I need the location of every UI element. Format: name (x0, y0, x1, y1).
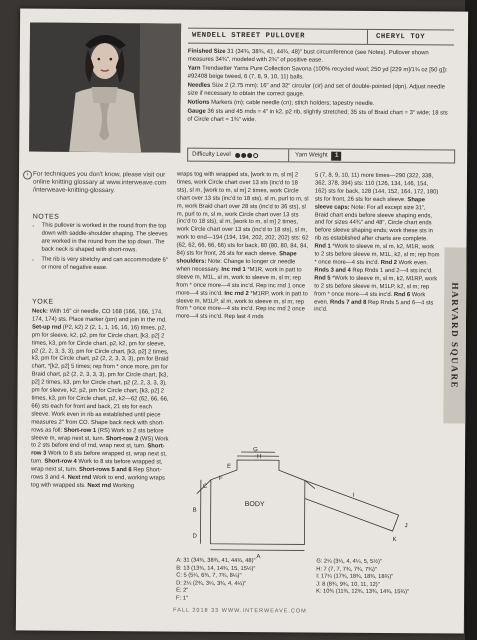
difficulty-label: Difficulty Level (192, 151, 231, 158)
instruction-text: (RS) Work to 2 sts before sleeve m, wrap next st, turn. (31, 427, 164, 442)
instruction-paragraph (314, 173, 441, 316)
instruction-text: *Work to sleeve m, sl m, k2, M1R, work to 2 sts before sleeve m, M1L, k2, sl m; rep from * once more—4 sts inc'd. (314, 243, 440, 266)
difficulty-dot-empty (253, 153, 258, 158)
measurement-item: B: 13 (13¾, 14, 14¾, 15, 15½)" (176, 565, 256, 572)
difficulty-dots (235, 152, 258, 157)
yoke-heading: YOKE (32, 298, 54, 306)
yarn-weight-icon: 1 (332, 151, 342, 160)
instructions-column-1 (31, 309, 170, 494)
instruction-step-label: Rnd 5 (314, 275, 331, 282)
label-e: E (226, 463, 232, 470)
instruction-step-label: Inc rnd 2 (224, 290, 249, 297)
measurement-item: E: 2" (176, 587, 189, 594)
instruction-text: Work even. (314, 291, 426, 306)
spec-finished-size: Finished Size 31 (34¾, 38¾, 41, 44¾, 48)" bust circumference (see Notes). Pullover shown measures 34¾", modeled with 2¾" of positive ease. (187, 48, 429, 64)
label-a: A (256, 554, 261, 561)
instruction-step-label: Rnds 7 and 8 (330, 299, 367, 306)
page-footer: FALL 2018 33 WWW.INTERWEAVE.COM (173, 607, 307, 615)
instruction-step-label: Rnds 3 and 4 (314, 267, 351, 274)
difficulty-dot-filled (235, 152, 240, 157)
instruction-text: Work even. (397, 260, 429, 267)
measurement-item: I: 17¼ (17¾, 18¾, 18¾, 18¾)" (316, 573, 394, 581)
spec-gauge: Gauge 36 sts and 45 rnds = 4" in k2, p2 rib, slightly stretched; 35 sts of Braid chart = 3" wide; 18 sts of Circle chart = 1¾" wide. (187, 108, 448, 124)
instruction-step-label: Next rnd (87, 482, 112, 490)
instruction-text: *Work to sleeve m, sl m, k2, M1RP, work to 2 sts before sleeve m, M1LP, k2, sl m; rep from * once more—4 sts inc'd. (314, 275, 438, 298)
instruction-text: (P2, k2) 2 (2, 1, 1, 16, 16, 16) times, p2, pm for sleeve, k2, p2, pm for Circle chart, [k3, p2] 2 times, k3, pm for Circle chart, p2, k2, pm for sleeve, p2 (2, 2, 3, 3, 3), pm for Circle chart, [k3, p2] 2 times, k3, pm for Circle chart, p2 (2, 2, 3, 3, 3), pm for Braid chart, *[k2, p2] 5 times; rep from * once more, pm for Braid chart, p2 (2, 2, 3, 3, 3), pm for Circle chart, [k3, p2] 2 times, k3, pm for Circle chart, p2 (2, 2, 3, 3, 3), pm for sleeve, k2, p2, pm for Circle chart, [k3, p2] 2 times, k3, pm for Circle chart, p2, k2—62 (62, 66, 66, 66) sts each for front and back, 21 sts for each sleeve. Work even in rib as established until piece measures 2" from CO. Shape back neck with short-rows as foll: (31, 324, 169, 434)
instruction-step-label: Set-up rnd (31, 324, 62, 331)
instruction-step-label: Shape sleeve caps: (314, 196, 425, 211)
instruction-text: *M1RP, work in patt to sleeve m, M1LP, sl m, work to sleeve m, sl m; rep from * once more—4 sts inc'd. Rep inc rnd 2 once more—4 sts inc'd. Rep last 4 rnds (176, 290, 308, 321)
instruction-step-label: Rnd 6 (393, 291, 411, 298)
measurements-left (176, 558, 316, 604)
pattern-title: WENDELL STREET PULLOVER (191, 31, 306, 41)
instruction-text: *M1R, work in patt to sleeve m, M1L, sl m, work to sleeve m, sl m; rep from * once more—4 sts inc'd. Rep inc rnd 1 once more—4 sts inc'd. (176, 266, 306, 297)
notes-section (32, 223, 168, 275)
label-f: F (218, 475, 223, 482)
note-item: • This pullover is worked in the round from the top down with saddle-shoulder shaping. The sleeves are worked in the round from the top down. The back neck is shaped with short-rows. (41, 223, 168, 256)
section-side-tab (443, 247, 466, 423)
measurements-right (316, 559, 456, 597)
instruction-text: Rep Rnds 5 and 6—4 sts inc'd. (314, 299, 434, 314)
instruction-text: With 16" cir needle, CO 168 (166, 166, 174, 174, 174) sts. Place marker (pm) and join in the rnd. (31, 308, 167, 324)
measurement-item: F: 1" (176, 595, 188, 602)
spec-notions: Notions Markers (m); cable needle (cn); stitch holders; tapestry needle. (187, 99, 375, 108)
body-label: BODY (244, 501, 265, 509)
info-icon: i (23, 170, 32, 179)
shoulder-line (197, 480, 315, 495)
instruction-step-label: Next rnd (67, 474, 92, 481)
model-photo-illustration (29, 23, 181, 153)
glossary-tip-text: For techniques you don't know, please visit our online knitting glossary at www.interweave.com /interweave-knitting-glossary. (32, 170, 167, 195)
schematic-diagram (192, 447, 423, 562)
spec-needles: Needles Size 2 (2.75 mm): 16" and 32" circular (cir) and set of double-pointed (dpn). Adjust needle size if necessary to obtain the correct gauge. (187, 82, 445, 98)
pattern-header (188, 28, 454, 46)
note-item: • The rib is very stretchy and can accommodate 6" or more of negative ease. (41, 256, 168, 273)
instruction-paragraph (31, 309, 170, 492)
measurement-item: K: 10¾ (11¾, 12¾, 13¾, 14¾, 15¾)" (316, 588, 410, 596)
label-b: B (192, 507, 197, 514)
instructions-column-2 (176, 172, 309, 325)
label-j: J (404, 523, 408, 530)
label-i: I (352, 492, 355, 499)
measurement-item: C: 5 (5¼, 6¾, 7, 7¾, 8¼)" (176, 572, 242, 580)
measurement-item: G: 2¼ (3¼, 4, 4¼, 5, 5½)" (316, 558, 382, 565)
difficulty-dot-filled (241, 152, 246, 157)
instruction-step-label: Short-row 2 (105, 435, 139, 442)
instruction-text: Rep Rnds 1 and 2—4 sts inc'd. (350, 267, 433, 275)
instruction-step-label: Short-row 1 (63, 427, 97, 434)
instruction-text: Work to 8 sts before wrapped st, wrap next st, turn. (30, 450, 167, 465)
designer-name: CHERYL TOY (367, 30, 454, 45)
instruction-text: Working (111, 483, 135, 490)
difficulty-level (188, 149, 289, 162)
instruction-text: Note: Change to longer cir needle when necessary. (176, 258, 296, 273)
label-h: H (257, 454, 262, 461)
measurement-item: H: 7 (7, 7, 7¾, 7¾, 7¾)" (316, 566, 377, 573)
label-d: D (192, 533, 197, 540)
instruction-text: Work to 8 sts before wrapped st, wrap next st, turn. (30, 459, 163, 473)
magazine-page (16, 8, 468, 633)
label-k: K (392, 537, 397, 544)
measurement-item: D: 2¼ (2¾, 3¼, 3¾, 4, 4¼)" (176, 580, 247, 587)
width-measure-line (210, 550, 304, 551)
sleeve-outline (305, 480, 399, 531)
instruction-text: Note: For all except size 31", Braid chart ends before sleeve shaping ends, and for sizes 44¾" and 48", Circle chart ends before sleeve shaping ends; work these sts in rib as established after charts are complete. (314, 204, 433, 243)
instruction-step-label: Rnd 1 (314, 243, 331, 250)
instruction-step-label: Short-row 3 (31, 443, 165, 457)
instruction-step-label: Short-rows 5 and 6 (79, 466, 132, 474)
side-tab-label: HARVARD SQUARE (449, 282, 461, 389)
measurement-item: J: 8 (8¾, 9¾, 10, 11, 12)" (316, 581, 380, 588)
difficulty-dot-filled (247, 153, 252, 158)
instruction-step-label: Neck: (32, 308, 49, 315)
instruction-text: 5 (7, 8, 9, 10, 11) more times—290 (322, 338, 362, 378, 394) sts: 110 (126, 134, 146, 154, 162) sts for back, 128 (144, 152, 164, 172, 180) sts for front, 26 sts for each sleeve. (314, 172, 439, 203)
instruction-text: wraps tog with wrapped sts, [work to m, sl m] 2 times, work Circle chart over 13 sts (inc'd to 18 sts), sl m, [work to m, sl m] 2 times, work Circle chart over 13 sts (inc'd to 18 sts), sl m, purl to m, sl m, work Braid chart over 28 sts (inc'd to 36 sts), sl m, purl to m, sl m, work Circle chart over 13 sts (inc'd to 18 sts), sl m, [work to m, sl m] 2 times, work Circle chart over 13 sts (inc'd to 18 sts), sl m, work to end—194 (194, 194, 202, 202, 202) sts: 62 (62, 62, 66, 66, 66) sts for back, 80 (80, 80, 84, 84, 84) sts for front, 26 sts for each sleeve. (176, 171, 309, 258)
glossary-tip (26, 170, 167, 196)
instruction-text: Work to end, working wraps tog with wrapped sts. (30, 474, 165, 489)
yarn-weight (289, 149, 342, 161)
instruction-text: Rep Short-rows 3 and 4. (30, 467, 162, 481)
instruction-step-label: Shape shoulders: (176, 251, 297, 265)
pattern-specs (187, 48, 454, 127)
notes-heading: NOTES (32, 213, 60, 221)
label-c: C (202, 483, 208, 490)
model-photo (29, 23, 181, 153)
instruction-text: (WS) Work to 2 sts before end of rnd, wrap next st, turn. (31, 435, 169, 450)
yarn-weight-label: Yarn Weight (295, 152, 328, 159)
instruction-step-label: Inc rnd 1 (221, 266, 246, 273)
instruction-step-label: Rnd 2 (380, 259, 398, 267)
difficulty-yarn-bar (187, 148, 455, 164)
instruction-step-label: Short-row 4 (44, 458, 77, 466)
measurement-item: A: 31 (34¾, 38¾, 41, 44¾, 48)" (176, 557, 256, 565)
spec-yarn: Yarn Trendsetter Yarns Pure Collection Savona (100% recycled wool; 250 yd [229 m]/1¾ oz [50 g]): #92408 beige tweed, 6 (7, 8, 9, 10, 11) balls. (187, 65, 448, 81)
instructions-column-3 (314, 173, 441, 318)
instruction-paragraph (176, 172, 309, 323)
label-g: G (253, 447, 258, 454)
